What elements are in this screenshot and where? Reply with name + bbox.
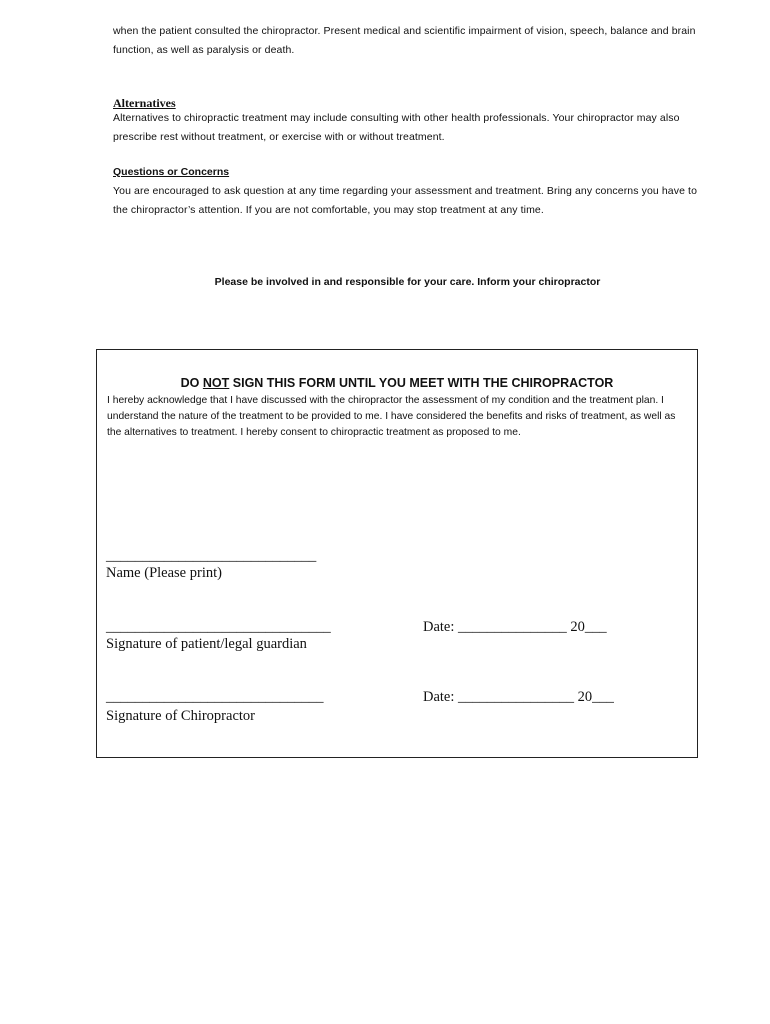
consent-title-emphasis: NOT [202, 376, 230, 390]
consent-text: I hereby acknowledge that I have discussed with the chiropractor the assessment of my condition and the treatment plan. I understand the nature of the treatment to be provided to me. I have considered the benefits and risks of treatment, as well as the alternatives to treatment. I hereby consent to chiropractic treatment as proposed to me. [107, 395, 676, 438]
patient-signature-label: Signature of patient/legal guardian [106, 636, 307, 652]
questions-heading: Questions or Concerns [113, 166, 230, 178]
chiropractor-signature-label: Signature of Chiropractor [106, 708, 255, 724]
consent-title-prefix: DO [180, 376, 203, 390]
top-paragraph: when the patient consulted the chiropractor. Present medical and scientific impairment of vision, speech, balance and brain function, as well as paralysis or death. [113, 25, 696, 56]
chiropractor-date-field[interactable]: Date: ________________ 20___ [423, 689, 614, 705]
consent-title-suffix: SIGN THIS FORM UNTIL YOU MEET WITH THE CHIROPRACTOR [229, 376, 614, 390]
patient-signature-field[interactable]: _______________________________ [106, 619, 331, 635]
consent-title [97, 376, 697, 390]
questions-text: You are encouraged to ask question at any time regarding your assessment and treatment. Bring any concerns you have to the chiropractor’s attention. If you are not comfortable, you may stop treatment at any time. [113, 185, 698, 216]
involvement-notice: Please be involved in and responsible for your care. Inform your chiropractor [214, 276, 601, 288]
consent-box [96, 349, 698, 758]
name-label: Name (Please print) [106, 565, 222, 581]
chiropractor-signature-field[interactable]: ______________________________ [106, 689, 324, 705]
name-field[interactable]: _____________________________ [106, 548, 317, 564]
patient-date-field[interactable]: Date: _______________ 20___ [423, 619, 607, 635]
alternatives-heading: Alternatives [113, 96, 176, 110]
alternatives-text: Alternatives to chiropractic treatment may include consulting with other health professionals. Your chiropractor may also prescribe rest without treatment, or exercise with or without treatment. [113, 112, 680, 143]
